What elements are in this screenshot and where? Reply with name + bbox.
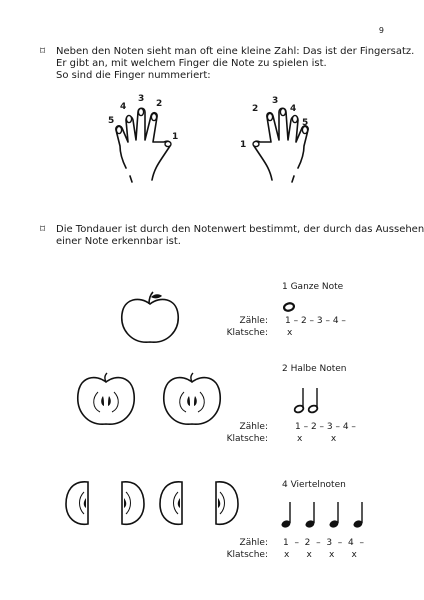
text-line: So sind die Finger nummeriert: xyxy=(56,70,211,81)
right-finger-1: 1 xyxy=(240,140,247,150)
left-finger-5: 5 xyxy=(108,116,115,126)
klatsche-value: x x x x xyxy=(284,550,357,560)
paragraph-fingersatz xyxy=(56,46,415,82)
quarter-notes-icon xyxy=(280,498,372,530)
text-line: einer Note erkennbar ist. xyxy=(56,236,181,247)
klatsche-value: x xyxy=(287,328,293,338)
row-title: 1 Ganze Note xyxy=(282,282,344,292)
left-finger-2: 2 xyxy=(156,99,163,109)
apple-half-icon xyxy=(160,372,224,428)
apple-quarter-icon xyxy=(158,478,188,528)
apple-half-icon xyxy=(74,372,138,428)
left-finger-1: 1 xyxy=(172,132,179,142)
text-line: Die Tondauer ist durch den Notenwert bestimmt, der durch das Aussehen xyxy=(56,224,424,235)
paragraph-tondauer xyxy=(56,224,424,248)
apple-quarter-icon xyxy=(64,478,94,528)
apple-quarter-icon xyxy=(210,478,240,528)
right-finger-4: 4 xyxy=(290,104,297,114)
right-finger-5: 5 xyxy=(302,118,309,128)
zaehle-label: Zähle: xyxy=(239,422,268,432)
page-number: 9 xyxy=(378,26,384,35)
left-hand-illustration xyxy=(108,106,188,186)
klatsche-value: x x xyxy=(297,434,337,444)
zaehle-value: 1 – 2 – 3 – 4 – xyxy=(285,316,346,326)
right-finger-3: 3 xyxy=(272,96,279,106)
whole-note-icon xyxy=(283,302,295,312)
half-note-icon xyxy=(293,384,325,416)
zaehle-label: Zähle: xyxy=(239,316,268,326)
whole-apple-icon xyxy=(118,290,182,346)
right-finger-2: 2 xyxy=(252,104,259,114)
left-finger-4: 4 xyxy=(120,102,127,112)
zaehle-value: 1 – 2 – 3 – 4 – xyxy=(295,422,356,432)
row-title: 2 Halbe Noten xyxy=(282,364,347,374)
klatsche-label: Klatsche: xyxy=(226,328,268,338)
row-title: 4 Viertelnoten xyxy=(282,480,346,490)
zaehle-label: Zähle: xyxy=(239,538,268,548)
klatsche-label: Klatsche: xyxy=(226,550,268,560)
text-line: Er gibt an, mit welchem Finger die Note zu spielen ist. xyxy=(56,58,327,69)
apple-quarter-icon xyxy=(116,478,146,528)
text-line: Neben den Noten sieht man oft eine kleine Zahl: Das ist der Fingersatz. xyxy=(56,46,415,57)
left-finger-3: 3 xyxy=(138,94,145,104)
bullet-icon: ⌑ xyxy=(40,224,46,235)
klatsche-label: Klatsche: xyxy=(226,434,268,444)
zaehle-value: 1 – 2 – 3 – 4 – xyxy=(283,538,364,548)
bullet-icon: ⌑ xyxy=(40,46,46,57)
